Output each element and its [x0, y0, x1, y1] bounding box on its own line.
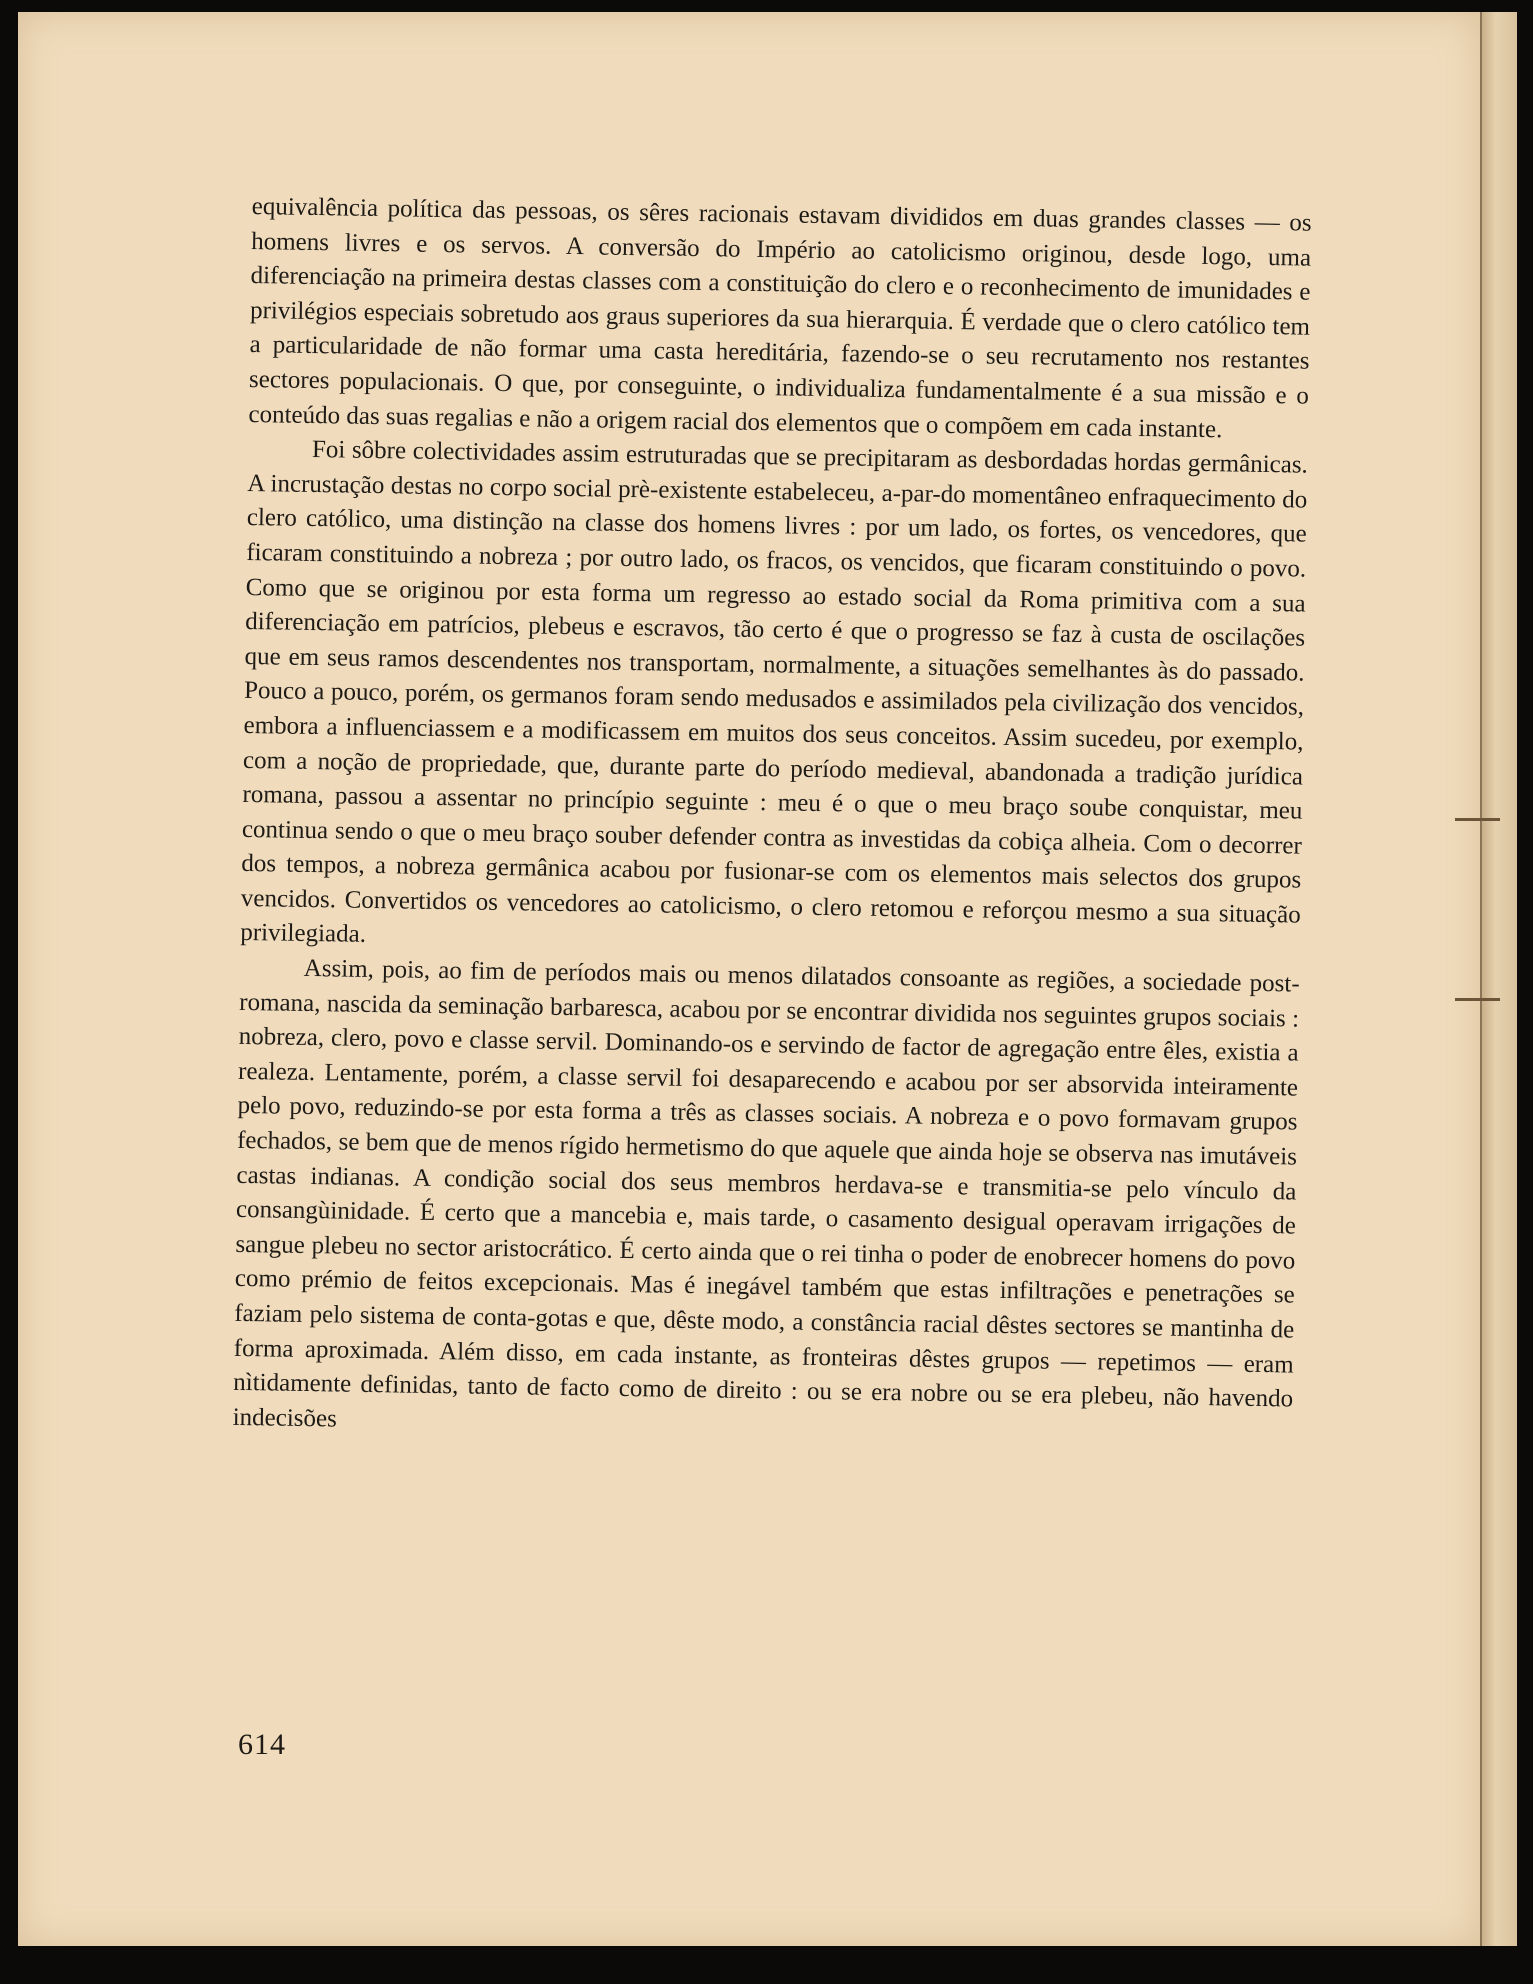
paragraph-2: Foi sôbre colectividades assim estruturadas que se precipitaram as desbordadas hordas germânicas. A incrustação destas no corpo social prè-existente estabeleceu, a-par-do momentâneo enfraquecimento do clero católico, uma distinção na classe dos homens livres : por um lado, os fortes, os vencedores, que ficaram constituindo a nobreza ; por outro lado, os fracos, os vencidos, que ficaram constituindo o povo. Como que se originou por esta forma um regresso ao estado social da Roma primitiva com a sua diferenciação em patrícios, plebeus e escravos, tão certo é que o progresso se faz à custa de oscilações que em seus ramos descendentes nos transportam, normalmente, a situações semelhantes às do passado. Pouco a pouco, porém, os germanos foram sendo medusados e assimilados pela civilização dos vencidos, embora a influenciassem e a modificassem em muitos dos seus conceitos. Assim sucedeu, por exemplo, com a noção de propriedade, que, durante parte do período medieval, abandonada a tradição jurídica romana, passou a assentar no princípio seguinte : meu é o que o meu braço soube conquistar, meu continua sendo o que o meu braço souber defender contra as investidas da cobiça alheia. Com o decorrer dos tempos, a nobreza germânica acabou por fusionar-se com os elementos mais selectos dos grupos vencidos. Convertidos os vencedores ao catolicismo, o clero retomou e reforçou mesmo a sua situação privilegiada.: [240, 436, 1309, 949]
paragraph-3: Assim, pois, ao fim de períodos mais ou menos dilatados consoante as regiões, a sociedade post-romana, nascida da seminação barbaresca, acabou por se encontrar dividida nos seguintes grupos sociais : nobreza, clero, povo e classe servil. Dominando-os e servindo de factor de agregação entre êles, existia a realeza. Lentamente, porém, a classe servil foi desaparecendo e acabou por ser absorvida inteiramente pelo povo, reduzindo-se por esta forma a três as classes sociais. A nobreza e o povo formavam grupos fechados, se bem que de menos rígido hermetismo do que aquele que ainda hoje se observa nas imutáveis castas indianas. A condição social dos seus membros herdava-se e transmitia-se pelo vínculo da consangùinidade. É certo que a mancebia e, mais tarde, o casamento desigual operavam irrigações de sangue plebeu no sector aristocrático. É certo ainda que o rei tinha o poder de enobrecer homens do povo como prémio de feitos excepcionais. Mas é inegável também que estas infiltrações e penetrações se faziam pelo sistema de conta-gotas e que, dêste modo, a constância racial dêstes sectores se mantinha de forma aproximada. Além disso, em cada instante, as fronteiras dêstes grupos — repetimos — eram nìtidamente definidas, tanto de facto como de direito : ou se era nobre ou se era plebeu, não havendo indecisões: [232, 954, 1300, 1433]
binding-mark: [1455, 818, 1500, 821]
next-page-edge: [1480, 12, 1517, 1946]
paragraph-1: equivalência política das pessoas, os sêres racionais estavam divididos em duas grandes classes — os homens livres e os servos. A conversão do Império ao catolicismo originou, desde logo, uma diferenciação na primeira destas classes com a constituição do clero e o reconhecimento de imunidades e privilégios especiais sobretudo aos graus superiores da sua hierarquia. É verdade que o clero católico tem a particularidade de não formar uma casta hereditária, fazendo-se o seu recrutamento nos restantes sectores populacionais. O que, por conseguinte, o individualiza fundamentalmente é a sua missão e o conteúdo das suas regalias e não a origem racial dos elementos que o compõem em cada instante.: [248, 192, 1312, 443]
page-number: 614: [238, 1728, 286, 1761]
binding-mark: [1455, 998, 1500, 1001]
body-text: [232, 190, 1311, 1452]
